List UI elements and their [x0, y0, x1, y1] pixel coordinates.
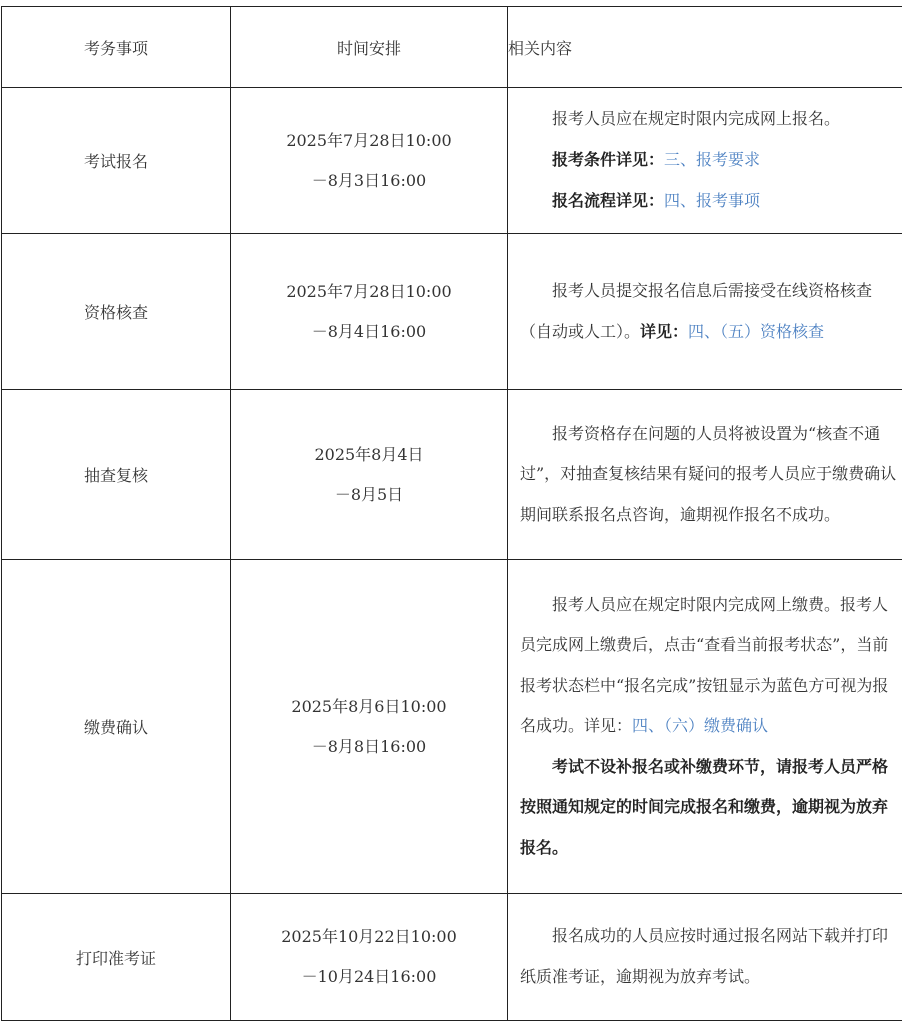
content-paragraph: [520, 271, 902, 353]
exam-schedule-table: [1, 6, 902, 1021]
link-exam-matters[interactable]: 四、报考事项: [664, 190, 761, 210]
content-paragraph: [520, 181, 902, 222]
row-content: [508, 560, 902, 894]
time-end: －10月24日16:00: [301, 967, 437, 986]
content-paragraph: [520, 140, 902, 181]
row-item: 缴费确认: [2, 560, 231, 894]
time-start: 2025年7月28日10:00: [286, 281, 452, 301]
row-content: [508, 234, 902, 390]
table-row: [2, 390, 902, 560]
time-end: －8月8日16:00: [311, 736, 427, 756]
link-qualification-check[interactable]: 四、（五）资格核查: [688, 321, 825, 341]
row-item: 考试报名: [2, 88, 231, 234]
time-start: 2025年7月28日10:00: [286, 130, 452, 150]
time-start: 2025年8月4日: [314, 444, 424, 464]
header-time: 时间安排: [231, 7, 508, 88]
link-exam-requirements[interactable]: 三、报考要求: [664, 150, 761, 170]
row-item: 打印准考证: [2, 894, 231, 1021]
bold-note: 考试不设补报名或补缴费环节，请报考人员严格按照通知规定的时间完成报名和缴费，逾期视为放弃报名。: [520, 756, 889, 857]
table-row: [2, 234, 902, 390]
bold-label: 报名流程详见：: [552, 190, 665, 210]
link-payment-confirmation[interactable]: 四、（六）缴费确认: [632, 716, 769, 736]
row-time: [231, 560, 508, 894]
content-paragraph: 报考人员应在规定时限内完成网上报名。: [552, 109, 841, 129]
time-end: －8月3日16:00: [311, 170, 427, 190]
content-paragraph: 报考资格存在问题的人员将被设置为“核查不通过”，对抽查复核结果有疑问的报考人员应于缴费确认期间联系报名点咨询，逾期视作报名不成功。: [520, 423, 897, 524]
time-end: －8月5日: [334, 484, 404, 504]
header-content: 相关内容: [508, 7, 902, 88]
content-paragraph: 报名成功的人员应按时通过报名网站下载并打印纸质准考证，逾期视为放弃考试。: [520, 926, 889, 986]
table-header-row: [2, 7, 902, 88]
content-text: 报考人员应在规定时限内完成网上缴费。报考人员完成网上缴费后，点击“查看当前报考状态”，当前报考状态栏中“报名完成”按钮显示为蓝色方可视为报名成功。详见：: [520, 594, 889, 736]
table-row: [2, 894, 902, 1021]
content-paragraph: [520, 585, 902, 747]
time-end: －8月4日16:00: [311, 321, 427, 341]
bold-label: 详见：: [640, 321, 689, 341]
content-text: 报考人员提交报名信息后需接受在线资格核查（自动或人工）。: [520, 280, 873, 341]
row-item: 抽查复核: [2, 390, 231, 560]
row-content: [508, 390, 902, 560]
bold-label: 报考条件详见：: [552, 150, 665, 170]
table-row: [2, 560, 902, 894]
row-time: [231, 390, 508, 560]
row-content: [508, 894, 902, 1021]
row-time: [231, 88, 508, 234]
row-content: [508, 88, 902, 234]
table-row: [2, 88, 902, 234]
time-start: 2025年10月22日10:00: [281, 927, 457, 946]
row-time: [231, 894, 508, 1021]
row-item: 资格核查: [2, 234, 231, 390]
time-start: 2025年8月6日10:00: [291, 696, 447, 716]
header-item: 考务事项: [2, 7, 231, 88]
row-time: [231, 234, 508, 390]
